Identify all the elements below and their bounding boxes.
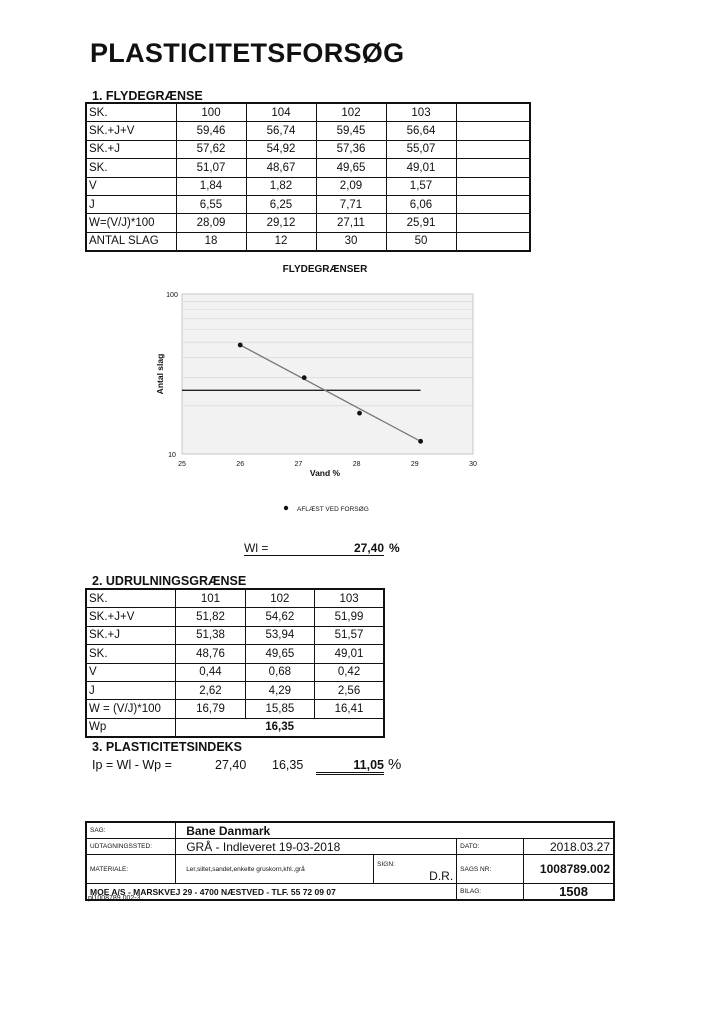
- t1-cell: SK.: [86, 103, 176, 122]
- t2-row: [86, 681, 384, 699]
- t1-row: [86, 214, 530, 232]
- t2-cell: 54,62: [245, 608, 314, 626]
- t1-cell: SK.+J: [86, 140, 176, 158]
- ip-result: 11,05: [316, 758, 384, 775]
- flydegraense-table: [85, 102, 531, 252]
- t1-cell: 7,71: [316, 195, 386, 213]
- ip-formula: Ip = Wl - Wp =: [92, 758, 172, 772]
- udtag-value: GRÅ - Indleveret 19-03-2018: [176, 839, 457, 855]
- t2-cell: 15,85: [245, 700, 314, 718]
- company-line: MOE A/S - MARSKVEJ 29 - 4700 NÆSTVED - TLF. 55 72 09 07: [86, 884, 457, 901]
- y-axis-label: Antal slag: [155, 353, 165, 395]
- t2-cell: SK.+J+V: [86, 608, 176, 626]
- t2-cell: 2,56: [315, 681, 384, 699]
- t1-cell: 102: [316, 103, 386, 122]
- sign-label: SIGN:: [377, 861, 395, 868]
- t1-row: [86, 103, 530, 122]
- x-tick-label: 27: [294, 461, 303, 468]
- t2-cell: W = (V/J)*100: [86, 700, 176, 718]
- t2-cell: J: [86, 681, 176, 699]
- t1-cell: 55,07: [386, 140, 456, 158]
- y-tick-label: 100: [166, 292, 178, 299]
- t1-row: [86, 140, 530, 158]
- t1-cell: 1,84: [176, 177, 246, 195]
- t1-cell: 56,74: [246, 122, 316, 140]
- x-axis-label: Vand %: [309, 468, 341, 478]
- t2-cell: V: [86, 663, 176, 681]
- t1-cell: 51,07: [176, 159, 246, 177]
- t1-cell: 104: [246, 103, 316, 122]
- t1-row: [86, 195, 530, 213]
- section3-heading: 3. PLASTICITETSINDEKS: [92, 740, 243, 754]
- ip-wp: 16,35: [272, 758, 304, 772]
- t1-cell: 6,06: [386, 195, 456, 213]
- t1-cell: SK.+J+V: [86, 122, 176, 140]
- chart-title: FLYDEGRÆNSER: [282, 264, 368, 275]
- t2-cell: 103: [315, 589, 384, 608]
- ip-wl: 27,40: [215, 758, 247, 772]
- t2-row: [86, 663, 384, 681]
- t1-cell: 48,67: [246, 159, 316, 177]
- t1-cell: 49,01: [386, 159, 456, 177]
- t2-cell: SK.+J: [86, 626, 176, 644]
- t1-cell: 2,09: [316, 177, 386, 195]
- data-point: [418, 439, 423, 444]
- t2-cell: 51,57: [315, 626, 384, 644]
- t1-row: [86, 232, 530, 251]
- t1-cell: [456, 103, 530, 122]
- plot-area: [182, 294, 473, 454]
- t1-cell: 57,62: [176, 140, 246, 158]
- t2-row: [86, 700, 384, 718]
- x-tick-label: 28: [352, 461, 361, 468]
- data-point: [357, 411, 362, 416]
- sign-value: D.R.: [429, 869, 454, 883]
- page-title: PLASTICITETSFORSØG: [90, 38, 405, 68]
- t1-cell: 56,64: [386, 122, 456, 140]
- footer-ref: pl1008789.002-3: [88, 895, 141, 902]
- t2-cell: 102: [245, 589, 314, 608]
- x-tick-label: 30: [469, 461, 477, 468]
- t2-cell: 51,99: [315, 608, 384, 626]
- t2-row: [86, 626, 384, 644]
- wl-unit: %: [389, 541, 400, 555]
- t2-row: [86, 645, 384, 663]
- t2-cell: SK.: [86, 589, 176, 608]
- sag-label: SAG:: [86, 822, 176, 839]
- wp-value: 16,35: [176, 718, 384, 737]
- t1-cell: 57,36: [316, 140, 386, 158]
- wl-row: [244, 541, 334, 556]
- t1-cell: 1,82: [246, 177, 316, 195]
- t1-cell: [456, 159, 530, 177]
- udrulningsgraense-table: [85, 588, 385, 738]
- t1-cell: [456, 140, 530, 158]
- t1-row: [86, 122, 530, 140]
- dato-value: 2018.03.27: [523, 839, 614, 855]
- wp-label: Wp: [86, 718, 176, 737]
- wl-label: Wl =: [244, 541, 332, 556]
- t1-cell: 49,65: [316, 159, 386, 177]
- udtag-label: UDTAGNINGSSTED:: [86, 839, 176, 855]
- bilag-label: BILAG:: [457, 884, 524, 901]
- data-point: [238, 343, 243, 348]
- t1-cell: 12: [246, 232, 316, 251]
- t2-cell: 48,76: [176, 645, 245, 663]
- t1-row: [86, 177, 530, 195]
- t1-cell: J: [86, 195, 176, 213]
- section1-heading: 1. FLYDEGRÆNSE: [92, 89, 203, 103]
- t1-cell: 54,92: [246, 140, 316, 158]
- t2-cell: 0,42: [315, 663, 384, 681]
- t2-cell: 0,68: [245, 663, 314, 681]
- sag-value: Bane Danmark: [176, 822, 614, 839]
- t1-cell: [456, 122, 530, 140]
- t1-cell: W=(V/J)*100: [86, 214, 176, 232]
- t2-cell: 0,44: [176, 663, 245, 681]
- t2-cell: SK.: [86, 645, 176, 663]
- x-tick-label: 29: [410, 461, 419, 468]
- legend-label: AFLÆST VED FORSØG: [297, 506, 369, 513]
- materiale-label: MATERIALE:: [86, 855, 176, 884]
- t1-row: [86, 159, 530, 177]
- t2-row: [86, 608, 384, 626]
- materiale-value: Ler,siltet,sandet,enkelte gruskorn,khl.,grå: [176, 855, 374, 884]
- x-tick-label: 25: [178, 461, 186, 468]
- data-point: [302, 375, 307, 380]
- t1-cell: 28,09: [176, 214, 246, 232]
- x-tick-label: 26: [236, 461, 245, 468]
- sagsnr-value: 1008789.002: [523, 855, 614, 884]
- y-tick-label: 10: [168, 452, 176, 459]
- bilag-value: 1508: [523, 884, 614, 901]
- t1-cell: [456, 214, 530, 232]
- t2-cell: 49,65: [245, 645, 314, 663]
- t2-cell: 2,62: [176, 681, 245, 699]
- t1-cell: 100: [176, 103, 246, 122]
- t2-cell: 4,29: [245, 681, 314, 699]
- legend-marker: [284, 506, 288, 510]
- t2-cell: 53,94: [245, 626, 314, 644]
- sagsnr-label: SAGS NR:: [457, 855, 524, 884]
- wl-value: 27,40: [332, 541, 384, 556]
- t2-cell: 51,82: [176, 608, 245, 626]
- flydegraenser-chart: [150, 262, 490, 522]
- t1-cell: [456, 232, 530, 251]
- t1-cell: 29,12: [246, 214, 316, 232]
- section2-heading: 2. UDRULNINGSGRÆNSE: [92, 574, 247, 588]
- t1-cell: 6,55: [176, 195, 246, 213]
- t1-cell: [456, 195, 530, 213]
- t1-cell: 6,25: [246, 195, 316, 213]
- dato-label: DATO:: [457, 839, 524, 855]
- t1-cell: 50: [386, 232, 456, 251]
- t1-cell: [456, 177, 530, 195]
- t2-cell: 101: [176, 589, 245, 608]
- t1-cell: ANTAL SLAG: [86, 232, 176, 251]
- t2-cell: 51,38: [176, 626, 245, 644]
- t1-cell: 103: [386, 103, 456, 122]
- t2-cell: 16,41: [315, 700, 384, 718]
- t1-cell: 1,57: [386, 177, 456, 195]
- t1-cell: 59,46: [176, 122, 246, 140]
- t2-cell: 49,01: [315, 645, 384, 663]
- t1-cell: V: [86, 177, 176, 195]
- ip-unit: %: [388, 756, 402, 773]
- t1-cell: 30: [316, 232, 386, 251]
- t1-cell: 27,11: [316, 214, 386, 232]
- t1-cell: 18: [176, 232, 246, 251]
- t2-cell: 16,79: [176, 700, 245, 718]
- t2-row: [86, 589, 384, 608]
- t1-cell: 25,91: [386, 214, 456, 232]
- t1-cell: 59,45: [316, 122, 386, 140]
- wp-row: [86, 718, 384, 737]
- info-block: [85, 821, 615, 901]
- t1-cell: SK.: [86, 159, 176, 177]
